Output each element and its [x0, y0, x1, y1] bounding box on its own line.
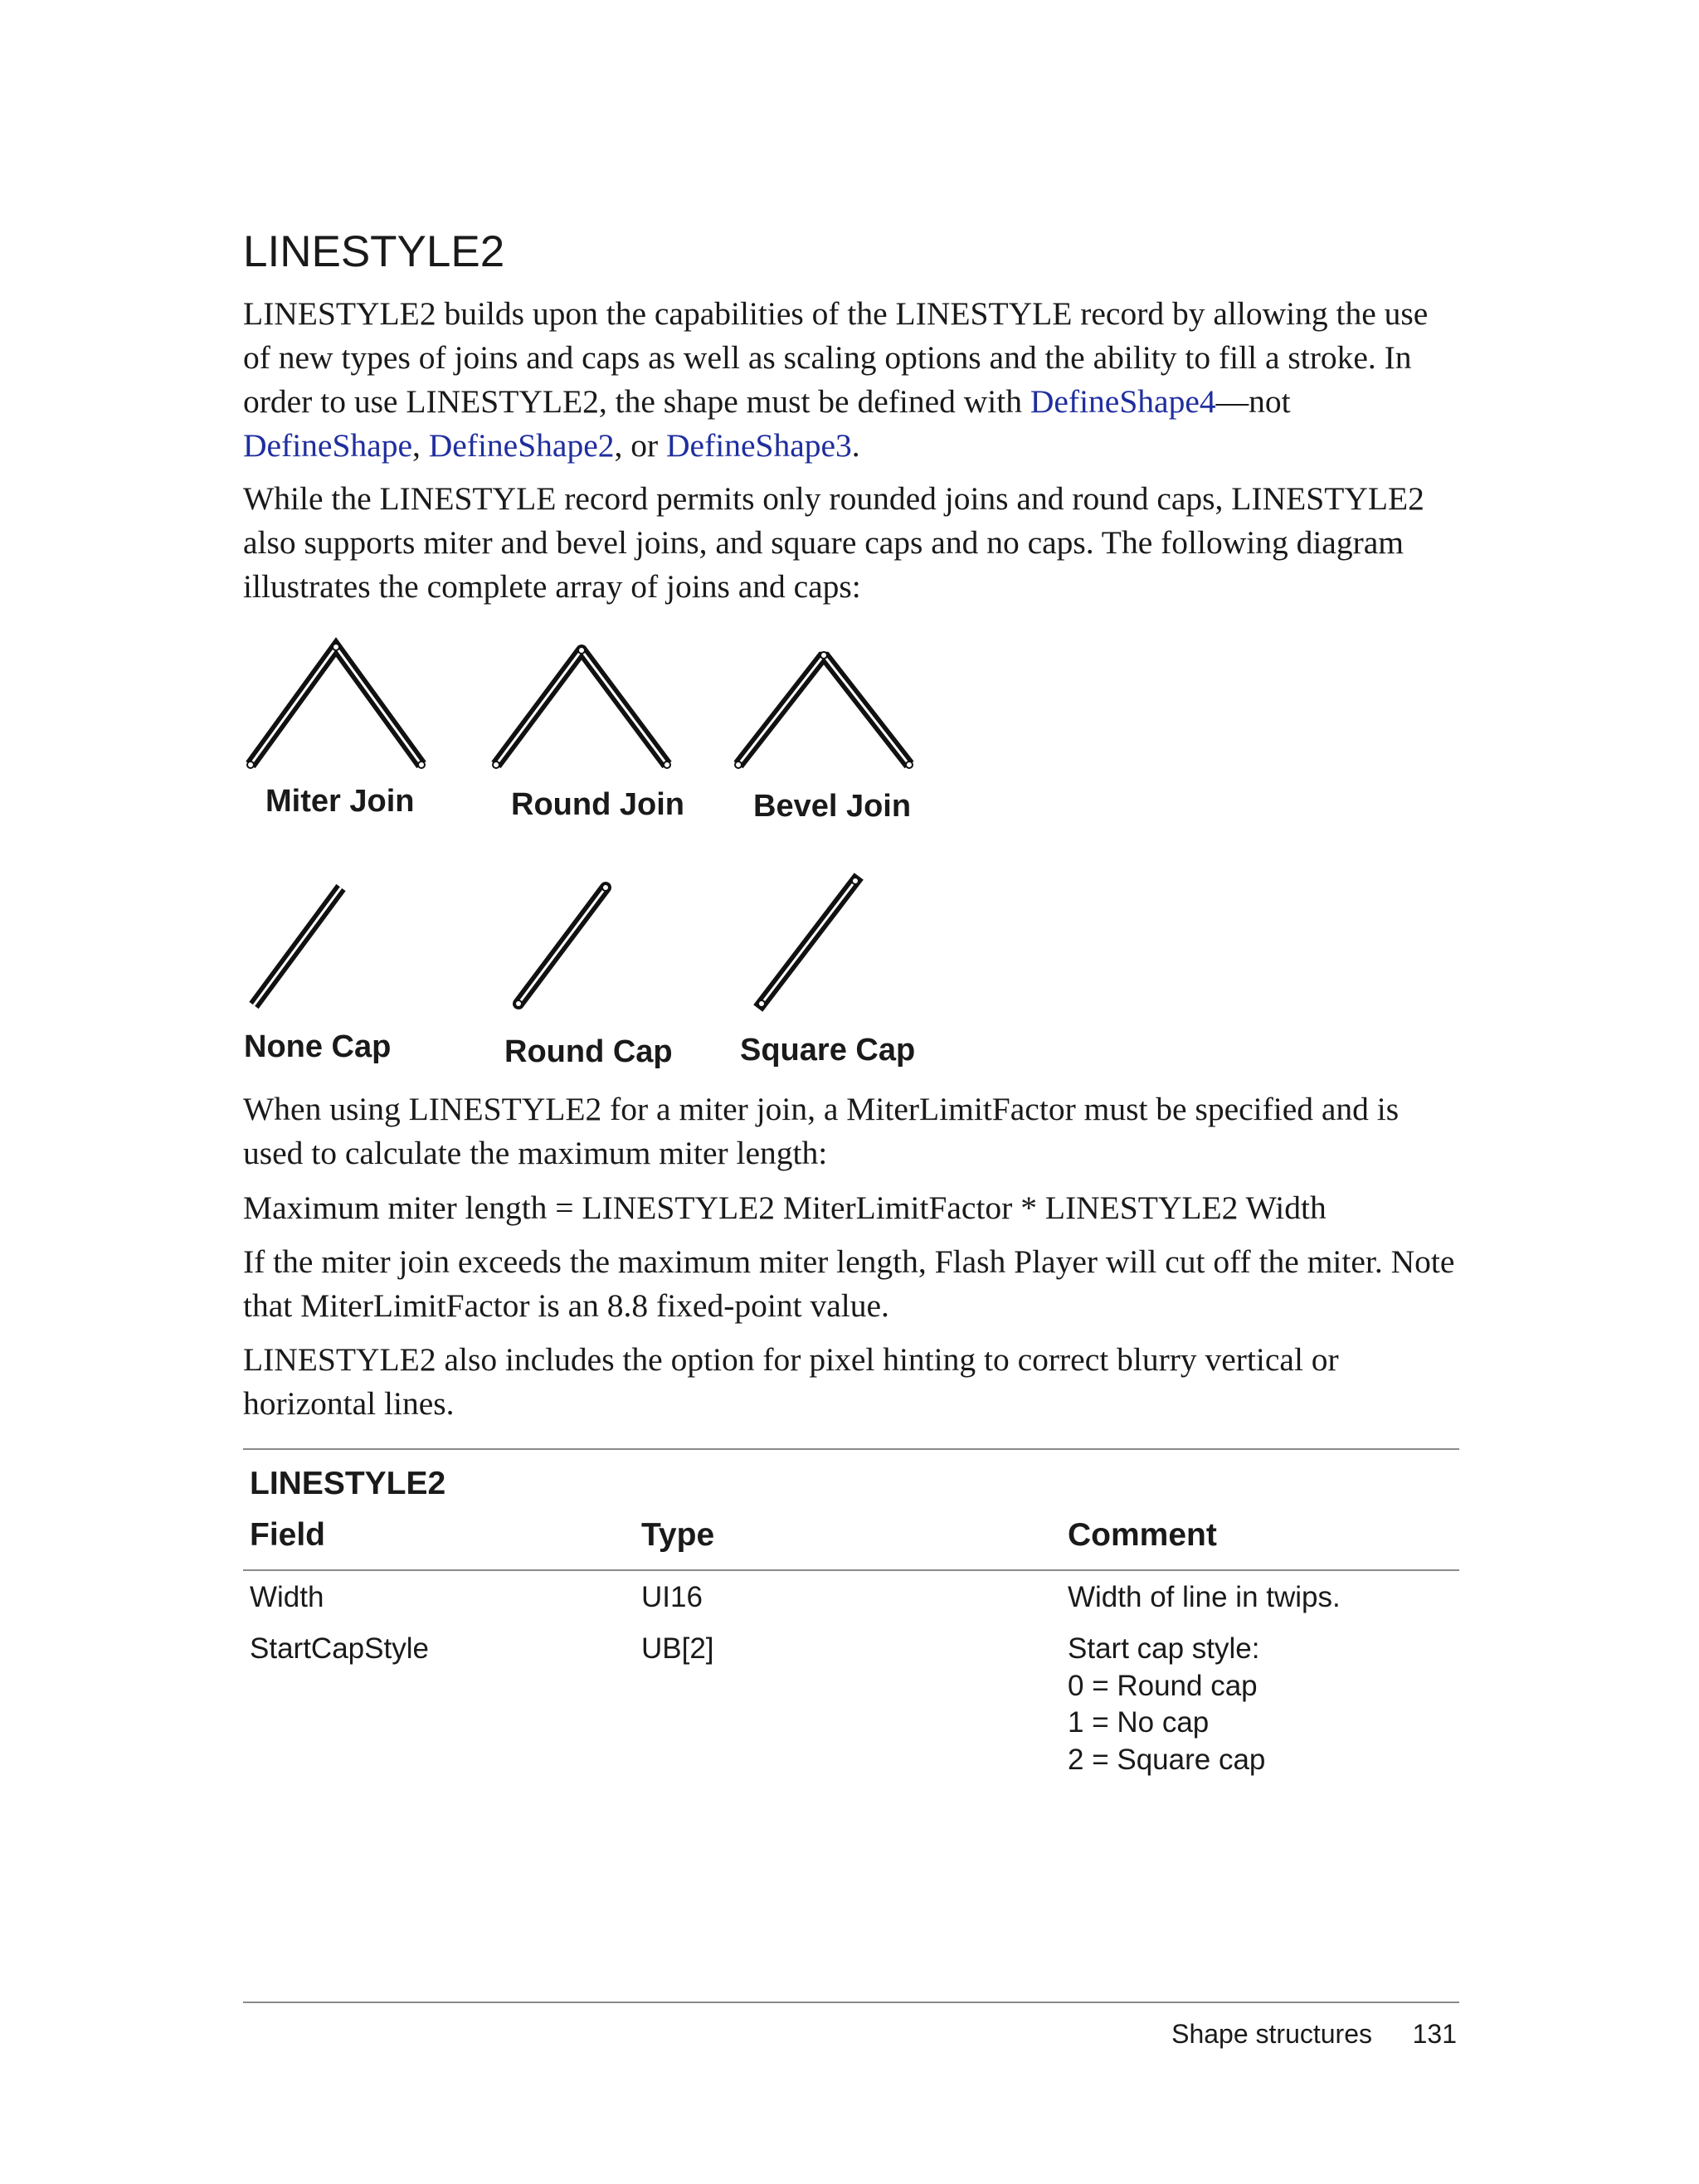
table-top-rule	[243, 1448, 1459, 1450]
none-cap-figure	[254, 888, 341, 1005]
cell-comment	[1068, 1631, 1458, 1778]
square-cap-label: Square Cap	[740, 1033, 916, 1068]
table-row	[243, 1624, 1459, 1790]
none-cap-label: None Cap	[244, 1029, 392, 1064]
link-defineshape[interactable]: DefineShape	[243, 427, 412, 464]
miter-join-figure	[247, 644, 425, 768]
joins-and-caps-diagram	[241, 630, 937, 1078]
round-join-figure	[493, 647, 670, 768]
header-field: Field	[250, 1517, 326, 1553]
miter-length-formula: Maximum miter length = LINESTYLE2 MiterLimitFactor * LINESTYLE2 Width	[243, 1189, 1327, 1226]
link-defineshape3[interactable]: DefineShape3	[666, 427, 852, 464]
comment-line: 0 = Round cap	[1068, 1669, 1258, 1702]
miter-cutoff-paragraph: If the miter join exceeds the maximum miter length, Flash Player will cut off the miter. Note that MiterLimitFactor is an 8.8 fixed-point value.	[243, 1243, 1455, 1324]
intro-text-start: LINESTYLE2 builds upon the capabilities of the LINESTYLE record by allowing the use of new types of joins and caps as well as scaling options and the ability to fill a stroke. In order to use LINESTYLE2, the shape must be defined with	[243, 295, 1429, 420]
header-type: Type	[641, 1517, 715, 1553]
bevel-join-label: Bevel Join	[753, 789, 912, 824]
round-cap-label: Round Cap	[504, 1034, 673, 1069]
square-cap-figure	[758, 878, 859, 1007]
bevel-join-figure	[735, 652, 913, 768]
link-defineshape4[interactable]: DefineShape4	[1030, 383, 1216, 420]
footer-section-title: Shape structures	[1171, 2019, 1372, 2049]
round-join-label: Round Join	[511, 787, 684, 822]
table-header-row	[243, 1510, 1459, 1569]
cell-field: StartCapStyle	[250, 1632, 429, 1665]
comment-line: 2 = Square cap	[1068, 1743, 1266, 1776]
cell-comment: Width of line in twips.	[1068, 1581, 1341, 1613]
cell-type: UB[2]	[641, 1632, 714, 1665]
cell-type: UI16	[641, 1581, 703, 1613]
table-caption: LINESTYLE2	[250, 1466, 446, 1501]
pixel-hinting-paragraph: LINESTYLE2 also includes the option for pixel hinting to correct blurry vertical or horizontal lines.	[243, 1341, 1339, 1422]
intro-end: .	[851, 427, 860, 464]
miter-limit-paragraph: When using LINESTYLE2 for a miter join, a MiterLimitFactor must be specified and is used to calculate the maximum miter length:	[243, 1091, 1400, 1171]
comment-line: 1 = No cap	[1068, 1706, 1210, 1739]
header-comment: Comment	[1068, 1517, 1217, 1553]
miter-join-label: Miter Join	[265, 784, 415, 819]
section-title: LINESTYLE2	[243, 227, 505, 276]
intro-sep-2: ,	[412, 427, 429, 464]
page-number: 131	[1412, 2019, 1457, 2049]
comment-line: Start cap style:	[1068, 1632, 1260, 1665]
joins-caps-paragraph: While the LINESTYLE record permits only rounded joins and round caps, LINESTYLE2 also supports miter and bevel joins, and square caps and no caps. The following diagram illustrates the complete array of joins and caps:	[243, 480, 1424, 605]
table-row	[243, 1571, 1459, 1624]
intro-sep-1: —not	[1215, 383, 1291, 420]
cell-field: Width	[250, 1581, 324, 1613]
round-cap-figure	[515, 884, 609, 1007]
intro-sep-3: , or	[614, 427, 667, 464]
intro-paragraph	[243, 292, 1459, 468]
link-defineshape2[interactable]: DefineShape2	[428, 427, 615, 464]
footer-rule	[243, 2002, 1459, 2003]
linestyle2-table	[243, 1448, 1459, 1790]
